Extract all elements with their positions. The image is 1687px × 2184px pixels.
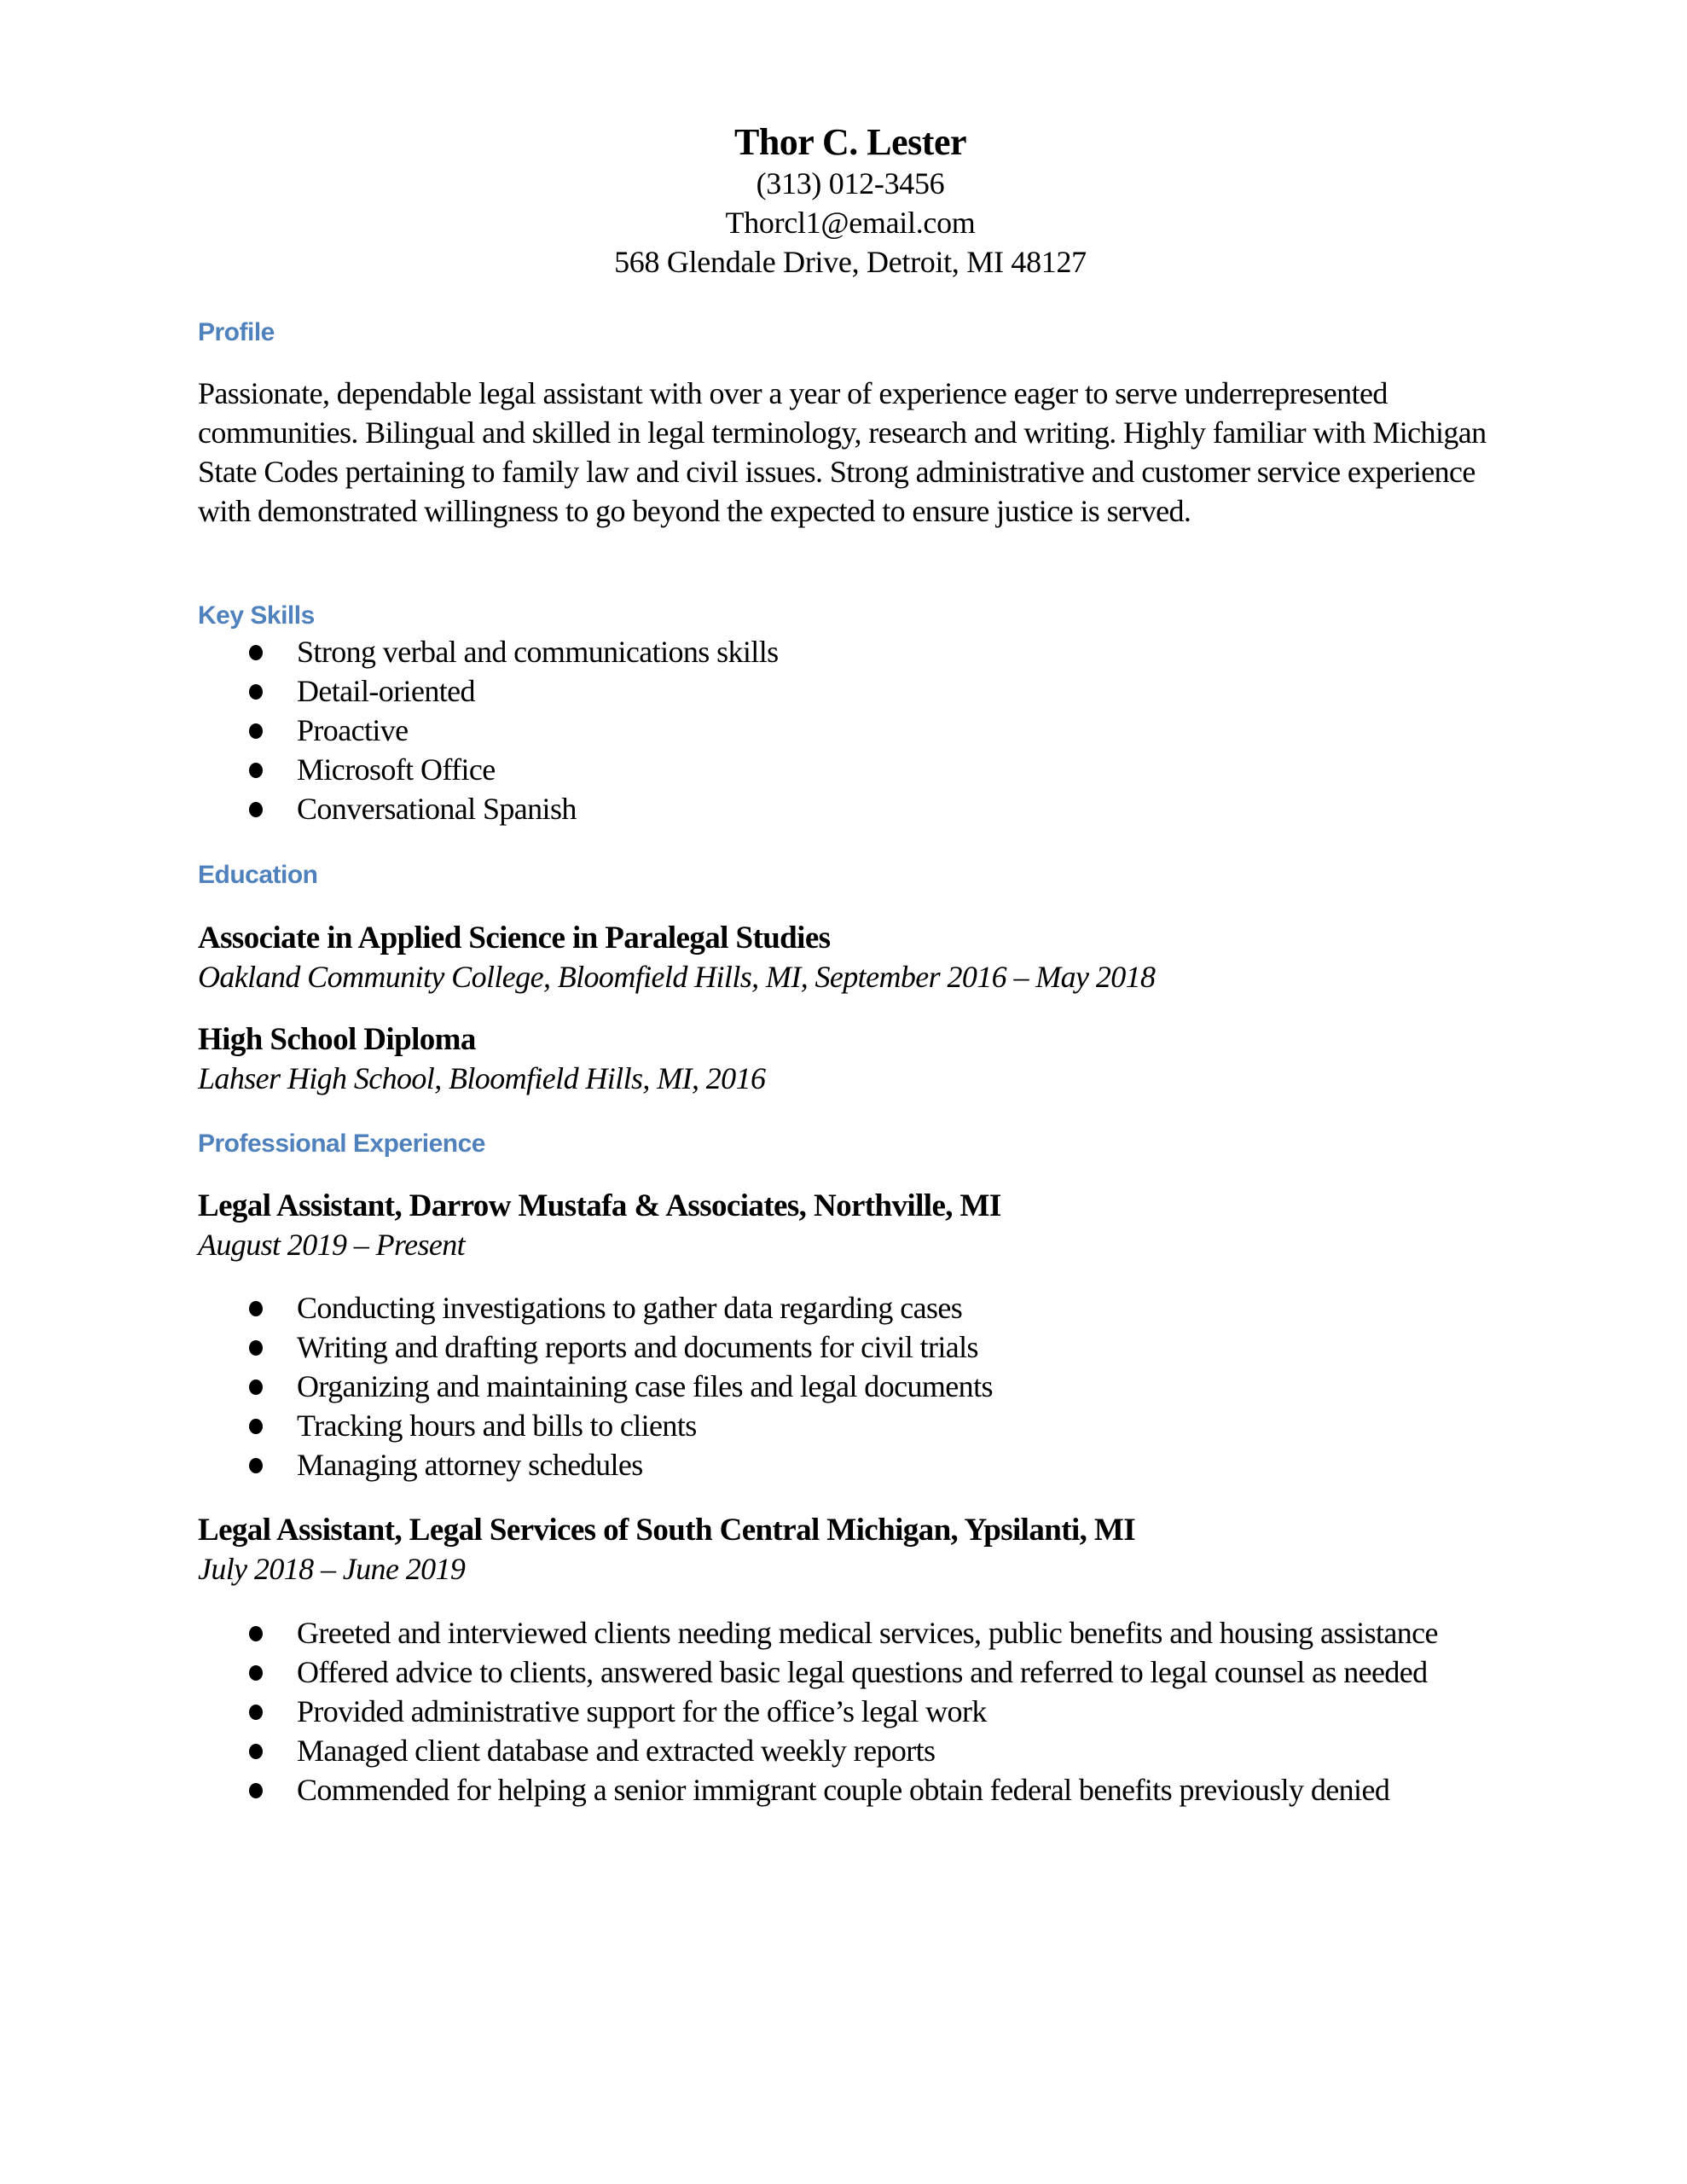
bullet-icon	[249, 684, 263, 700]
skill-item: Conversational Spanish	[198, 789, 1477, 828]
bullet-icon	[249, 723, 263, 739]
bullet-icon	[249, 802, 263, 817]
job-duty-item: Provided administrative support for the office’s legal work	[198, 1692, 1452, 1731]
job-duty-item: Greeted and interviewed clients needing medical services, public benefits and housing assistance	[198, 1613, 1452, 1653]
job-duty-item: Conducting investigations to gather data regarding cases	[198, 1288, 1477, 1327]
email-address: Thorcl1@email.com	[725, 206, 976, 240]
key-skills-list	[198, 632, 1477, 828]
education-degree-title: Associate in Applied Science in Paralegal Studies	[198, 921, 831, 956]
postal-address: 568 Glendale Drive, Detroit, MI 48127	[614, 245, 1087, 279]
bullet-icon	[249, 1340, 263, 1356]
skill-item: Microsoft Office	[198, 750, 1477, 789]
profile-heading: Profile	[198, 318, 275, 346]
skill-item: Proactive	[198, 711, 1477, 750]
job-dates: July 2018 – June 2019	[198, 1552, 466, 1586]
job-duty-item: Organizing and maintaining case files and legal documents	[198, 1367, 1477, 1406]
bullet-icon	[249, 645, 263, 660]
job-dates: August 2019 – Present	[198, 1228, 466, 1262]
skill-item: Detail-oriented	[198, 671, 1477, 711]
skill-item: Strong verbal and communications skills	[198, 632, 1477, 671]
bullet-icon	[249, 1380, 263, 1395]
job-duty-item: Managed client database and extracted weekly reports	[198, 1731, 1452, 1770]
bullet-icon	[249, 1419, 263, 1434]
education-diploma-title: High School Diploma	[198, 1022, 476, 1057]
bullet-icon	[249, 1458, 263, 1473]
candidate-name: Thor C. Lester	[733, 121, 967, 163]
experience-heading: Professional Experience	[198, 1130, 485, 1158]
job-duty-item: Writing and drafting reports and documents for civil trials	[198, 1327, 1477, 1367]
job-duties-list	[198, 1613, 1452, 1809]
job-title: Legal Assistant, Legal Services of South Central Michigan, Ypsilanti, MI	[198, 1513, 1136, 1548]
bullet-icon	[249, 1783, 263, 1798]
bullet-icon	[249, 1301, 263, 1316]
job-title: Legal Assistant, Darrow Mustafa & Associates, Northville, MI	[198, 1188, 1001, 1223]
key-skills-heading: Key Skills	[198, 601, 315, 630]
education-heading: Education	[198, 861, 318, 889]
profile-summary: Passionate, dependable legal assistant with over a year of experience eager to serve underrepresented communities. Bilingual and skilled in legal terminology, research and writing. Highly familiar with Michigan State Codes pertaining to family law and civil issues. Strong administrative and customer service experience with demonstrated willingness to go beyond the expected to ensure justice is served.	[198, 376, 1487, 528]
job-duties-list	[198, 1288, 1477, 1484]
bullet-icon	[249, 1665, 263, 1681]
job-duty-item: Managing attorney schedules	[198, 1445, 1477, 1484]
education-degree-detail: Oakland Community College, Bloomfield Hills, MI, September 2016 – May 2018	[198, 960, 1156, 994]
resume-header	[198, 121, 1503, 282]
job-duty-item: Commended for helping a senior immigrant couple obtain federal benefits previously denied	[198, 1770, 1452, 1809]
job-duty-item: Tracking hours and bills to clients	[198, 1406, 1477, 1445]
education-diploma-detail: Lahser High School, Bloomfield Hills, MI, 2016	[198, 1061, 766, 1095]
bullet-icon	[249, 1744, 263, 1759]
bullet-icon	[249, 763, 263, 778]
phone-number: (313) 012-3456	[756, 166, 945, 200]
job-duty-item: Offered advice to clients, answered basic legal questions and referred to legal counsel as needed	[198, 1653, 1452, 1692]
bullet-icon	[249, 1705, 263, 1720]
bullet-icon	[249, 1626, 263, 1641]
